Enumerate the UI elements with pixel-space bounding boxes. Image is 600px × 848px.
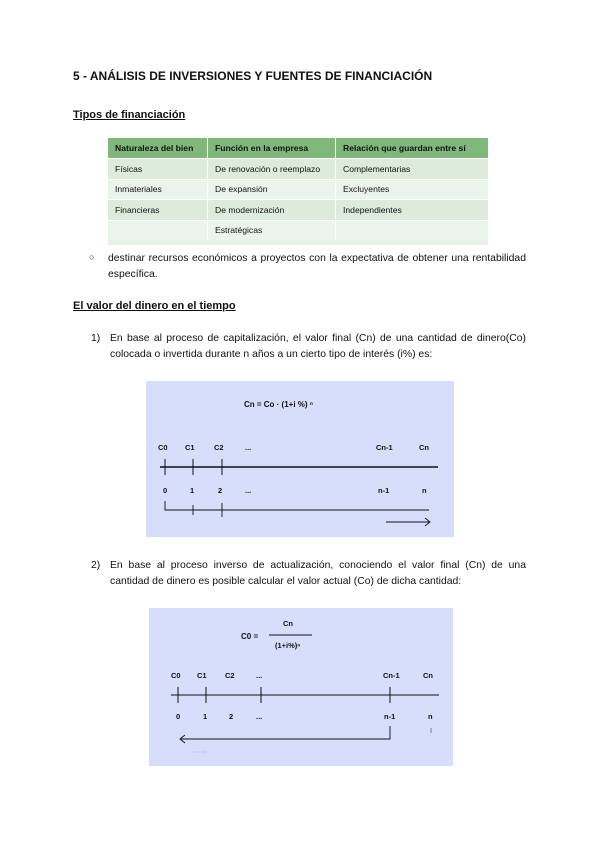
capital-label: C1 xyxy=(197,671,207,680)
table-cell: Excluyentes xyxy=(336,179,489,200)
period-label: 0 xyxy=(163,486,168,495)
period-label: n xyxy=(428,712,433,721)
capital-label: ... xyxy=(245,443,252,452)
section-heading-financing: Tipos de financiación xyxy=(73,109,186,121)
financing-types-table xyxy=(108,138,488,245)
capital-label: C0 xyxy=(158,443,168,452)
period-label: 2 xyxy=(218,486,223,495)
period-label: ... xyxy=(245,486,252,495)
table-row xyxy=(108,179,488,200)
period-label: 1 xyxy=(190,486,195,495)
table-cell: Estratégicas xyxy=(208,220,336,240)
period-label: 2 xyxy=(229,712,234,721)
capital-label: Cn-1 xyxy=(383,671,400,680)
page-title: 5 - ANÁLISIS DE INVERSIONES Y FUENTES DE FINANCIACIÓN xyxy=(73,69,433,83)
table-row xyxy=(108,159,488,180)
discount-bracket xyxy=(181,726,390,739)
capitalization-formula: Cn = Co · (1+i %) ⁿ xyxy=(244,400,313,409)
table-row xyxy=(108,220,488,240)
period-label: ... xyxy=(256,712,263,721)
capital-label: Cn xyxy=(419,443,429,452)
table-cell: Complementarias xyxy=(336,159,489,180)
table-cell: De renovación o reemplazo xyxy=(208,159,336,180)
table-cell: Financieras xyxy=(108,200,208,221)
section-heading-time-value: El valor del dinero en el tiempo xyxy=(73,300,236,312)
capital-label: C2 xyxy=(214,443,224,452)
list-number: 1) xyxy=(91,333,101,344)
formula-denominator: (1+i%)ⁿ xyxy=(275,641,301,650)
formula-numerator: Cn xyxy=(283,619,293,628)
period-label: 1 xyxy=(203,712,208,721)
capitalization-text: En base al proceso de capitalización, el valor final (Cn) de una cantidad de dinero(Co) colocada o invertida durante n años a un cierto tipo de interés (i%) es: xyxy=(110,333,526,360)
table-cell: Independientes xyxy=(336,200,489,221)
capital-label: ... xyxy=(256,671,263,680)
capital-label: Cn-1 xyxy=(376,443,393,452)
capitalization-diagram xyxy=(146,381,454,537)
period-label: n-1 xyxy=(378,486,390,495)
list-number: 2) xyxy=(91,560,101,571)
column-header: Relación que guardan entre sí xyxy=(336,138,489,159)
formula-lhs: C0 = xyxy=(241,632,259,641)
table-header-row xyxy=(108,138,488,159)
actualization-text: En base al proceso inverso de actualización, conociendo el valor final (Cn) de una cantidad de dinero es posible calcular el valor actual (Co) de dicha cantidad: xyxy=(110,560,526,587)
capital-label: C2 xyxy=(225,671,235,680)
column-header: Naturaleza del bien xyxy=(108,138,208,159)
table-cell: De expansión xyxy=(208,179,336,200)
period-label: n xyxy=(422,486,427,495)
actualization-diagram xyxy=(149,608,453,766)
bullet-circle-icon: ○ xyxy=(89,252,95,262)
table-cell xyxy=(108,220,208,240)
capital-label: C1 xyxy=(185,443,195,452)
table-cell: Inmateriales xyxy=(108,179,208,200)
period-label: 0 xyxy=(176,712,181,721)
table-cell: De modernización xyxy=(208,200,336,221)
period-label: n-1 xyxy=(384,712,396,721)
compounding-bracket xyxy=(165,501,429,510)
table-cell xyxy=(336,220,489,240)
capital-label: C0 xyxy=(171,671,181,680)
table-cell: Físicas xyxy=(108,159,208,180)
column-header: Función en la empresa xyxy=(208,138,336,159)
capital-label: Cn xyxy=(423,671,433,680)
table-row xyxy=(108,200,488,221)
bullet-text: destinar recursos económicos a proyectos con la expectativa de obtener una rentabilidad específica. xyxy=(108,253,526,280)
